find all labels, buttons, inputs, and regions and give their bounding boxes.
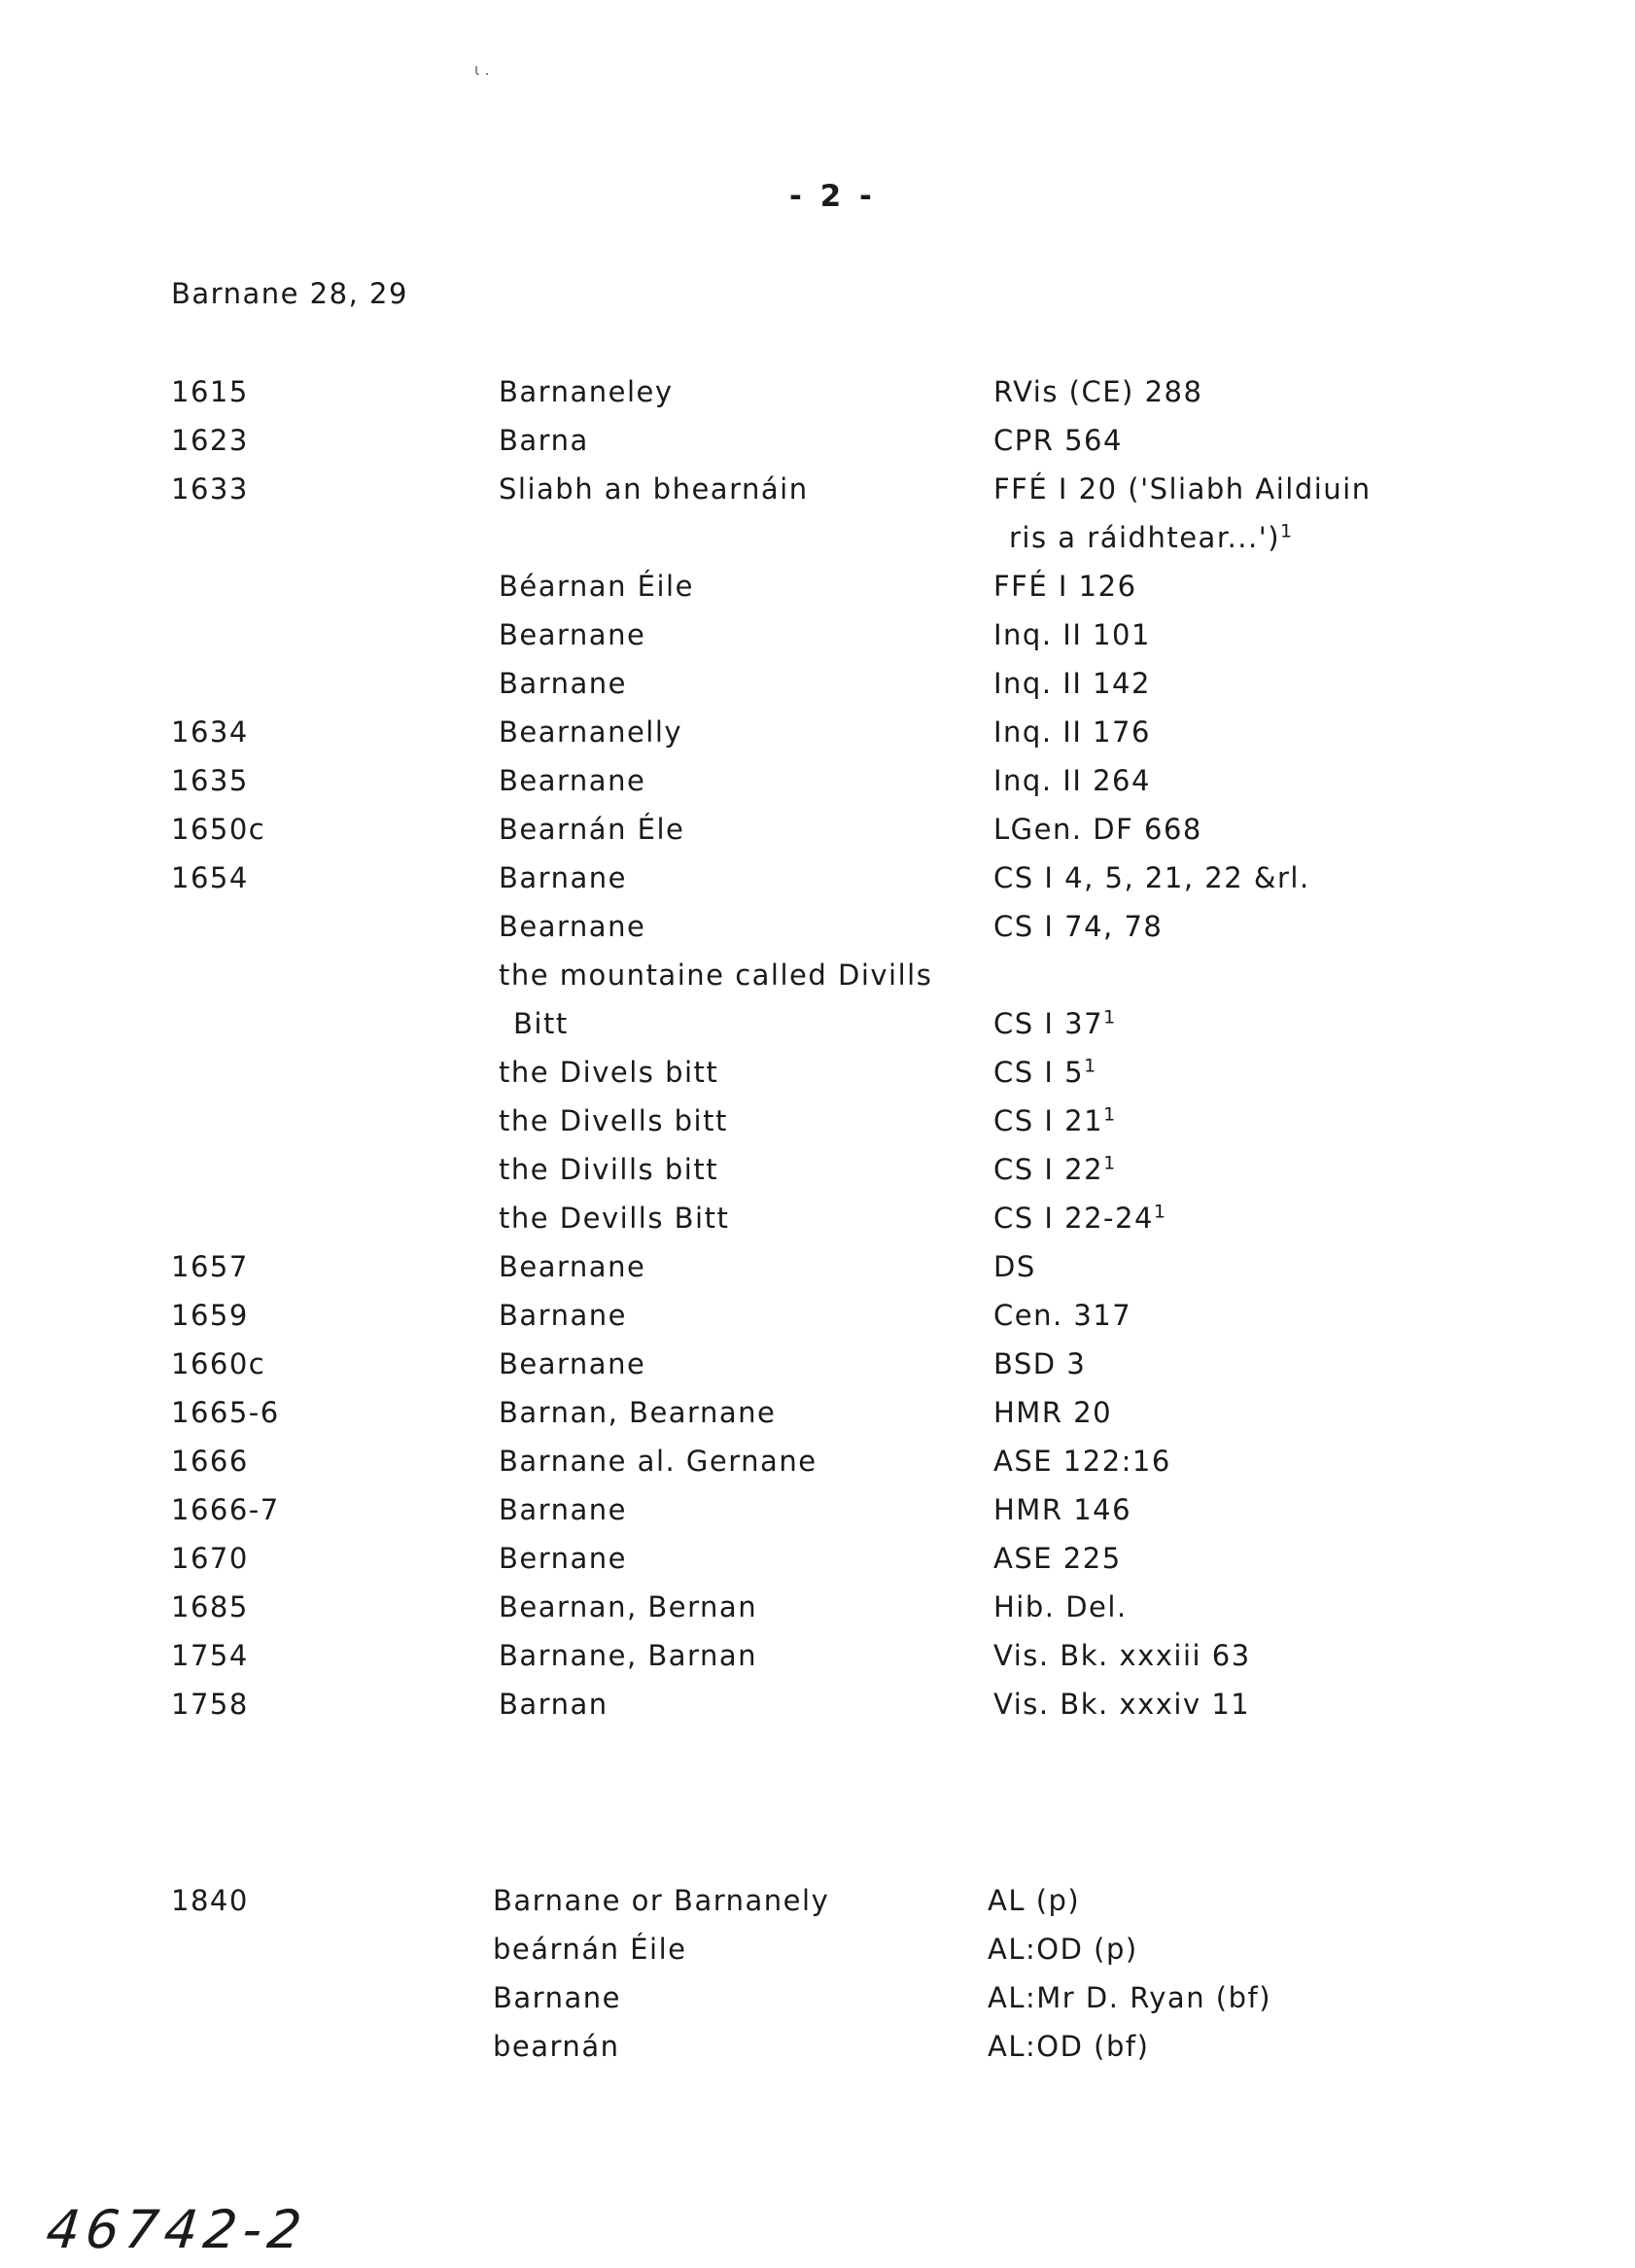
name-cell: Bernane [499,1542,628,1575]
table-row [0,1542,1635,1590]
name-cell: Barnaneley [499,375,674,408]
name-cell: Barnane [499,1299,627,1332]
source-text: CS I 22 [993,1153,1104,1186]
source-cell [993,1153,1117,1186]
name-cell: Bearnane [499,764,646,797]
table-row [0,1056,1635,1104]
table-row [0,472,1635,521]
source-cell [993,1056,1097,1089]
name-cell: the Divells bitt [499,1104,728,1137]
source-cell: AL:Mr D. Ryan (bf) [988,1981,1272,2014]
source-cell: Inq. II 176 [993,715,1151,749]
source-cell: LGen. DF 668 [993,813,1202,846]
source-cell: RVis (CE) 288 [993,375,1203,408]
name-cell: bearnán [493,2030,620,2063]
table-row [0,1493,1635,1542]
table-row [0,1590,1635,1639]
table-row [0,813,1635,861]
entry-heading: Barnane 28, 29 [171,277,408,310]
table-row [0,375,1635,424]
year-cell: 1635 [171,764,249,797]
source-cell [993,1104,1117,1137]
table-row [0,521,1635,570]
table-row [0,910,1635,959]
year-cell: 1633 [171,472,249,506]
stray-mark: ι . [474,60,490,79]
table-row [0,1396,1635,1445]
source-cell [993,1007,1117,1040]
table-row [0,1981,1635,2030]
footnote-marker: 1 [1103,1006,1117,1029]
source-text: CS I 21 [993,1104,1104,1137]
page-number: - 2 - [789,179,876,214]
year-cell: 1657 [171,1250,249,1283]
table-row [0,618,1635,667]
year-cell: 1623 [171,424,249,457]
name-cell: Barnane [499,667,627,700]
footnote-marker: 1 [1103,1103,1117,1126]
source-cell: Hib. Del. [993,1590,1128,1623]
source-cell: Inq. II 101 [993,618,1151,651]
source-cell: Vis. Bk. xxxiv 11 [993,1688,1251,1721]
source-cell: Vis. Bk. xxxiii 63 [993,1639,1251,1672]
source-cell: HMR 20 [993,1396,1113,1429]
source-text: CS I 22-24 [993,1202,1154,1235]
source-cell: ASE 122:16 [993,1445,1171,1478]
table-row [0,1688,1635,1736]
name-cell: Barnan [499,1688,609,1721]
year-cell: 1666 [171,1445,249,1478]
table-row [0,1933,1635,1981]
table-row [0,1639,1635,1688]
source-text: CS I 37 [993,1007,1104,1040]
name-cell: beárnán Éile [493,1933,687,1966]
source-cell: DS [993,1250,1036,1283]
source-cell: CPR 564 [993,424,1123,457]
year-cell: 1666-7 [171,1493,280,1526]
source-cell: ASE 225 [993,1542,1122,1575]
table-row [0,764,1635,813]
footnote-marker: 1 [1103,1152,1117,1174]
source-cell: Cen. 317 [993,1299,1132,1332]
year-cell: 1758 [171,1688,249,1721]
source-cell: CS I 4, 5, 21, 22 &rl. [993,861,1310,894]
table-row [0,959,1635,1007]
name-cell: Bearnán Éle [499,813,685,846]
year-cell: 1840 [171,1884,249,1917]
name-cell: Barnane [493,1981,621,2014]
year-cell: 1659 [171,1299,249,1332]
source-text: CS I 5 [993,1056,1085,1089]
year-cell: 1665-6 [171,1396,280,1429]
table-row [0,1299,1635,1347]
year-cell: 1670 [171,1542,249,1575]
name-cell: Barnane [499,1493,627,1526]
source-cell [993,1202,1167,1235]
name-cell: Béarnan Éile [499,570,694,603]
table-row [0,1884,1635,1933]
name-cell: Barnane, Barnan [499,1639,757,1672]
source-cell: Inq. II 264 [993,764,1151,797]
name-cell: Barnane al. Gernane [499,1445,818,1478]
source-cell: HMR 146 [993,1493,1132,1526]
footnote-marker: 1 [1084,1055,1097,1077]
name-cell: the mountaine called Divills [499,959,933,992]
name-cell: the Devills Bitt [499,1202,730,1235]
footnote-marker: 1 [1153,1201,1167,1223]
table-row [0,1104,1635,1153]
name-cell: Bearnane [499,910,646,943]
table-row [0,1153,1635,1202]
source-cell: FFÉ I 20 ('Sliabh Aildiuin [993,472,1372,506]
year-cell: 1615 [171,375,249,408]
table-row [0,861,1635,910]
table-row [0,570,1635,618]
table-row [0,1007,1635,1056]
handwritten-reference: 46742-2 [43,2199,310,2260]
source-cell: AL (p) [988,1884,1081,1917]
name-cell: Barnane [499,861,627,894]
source-cell: BSD 3 [993,1347,1087,1380]
name-cell-continued: Bitt [513,1007,569,1040]
table-row [0,1445,1635,1493]
year-cell: 1654 [171,861,249,894]
source-text: ris a ráidhtear...') [1009,521,1281,554]
name-cell: the Divills bitt [499,1153,719,1186]
name-cell: Bearnane [499,1250,646,1283]
name-cell: Bearnane [499,618,646,651]
table-row [0,1250,1635,1299]
source-cell: FFÉ I 126 [993,570,1137,603]
source-cell: CS I 74, 78 [993,910,1164,943]
source-cell: AL:OD (bf) [988,2030,1150,2063]
name-cell: Bearnan, Bernan [499,1590,758,1623]
year-cell: 1634 [171,715,249,749]
name-cell: Barnan, Bearnane [499,1396,777,1429]
year-cell: 1650c [171,813,266,846]
source-cell: AL:OD (p) [988,1933,1138,1966]
table-row [0,2030,1635,2078]
name-cell: Barna [499,424,589,457]
name-cell: Barnane or Barnanely [493,1884,830,1917]
table-row [0,1347,1635,1396]
name-cell: Bearnane [499,1347,646,1380]
name-cell: Bearnanelly [499,715,683,749]
name-cell: Sliabh an bhearnáin [499,472,809,506]
table-row [0,715,1635,764]
year-cell: 1685 [171,1590,249,1623]
source-cell: Inq. II 142 [993,667,1151,700]
table-row [0,667,1635,715]
year-cell: 1660c [171,1347,266,1380]
name-cell: the Divels bitt [499,1056,719,1089]
year-cell: 1754 [171,1639,249,1672]
source-cell-continued [1009,521,1294,554]
footnote-marker: 1 [1280,520,1294,542]
table-row [0,424,1635,472]
table-row [0,1202,1635,1250]
